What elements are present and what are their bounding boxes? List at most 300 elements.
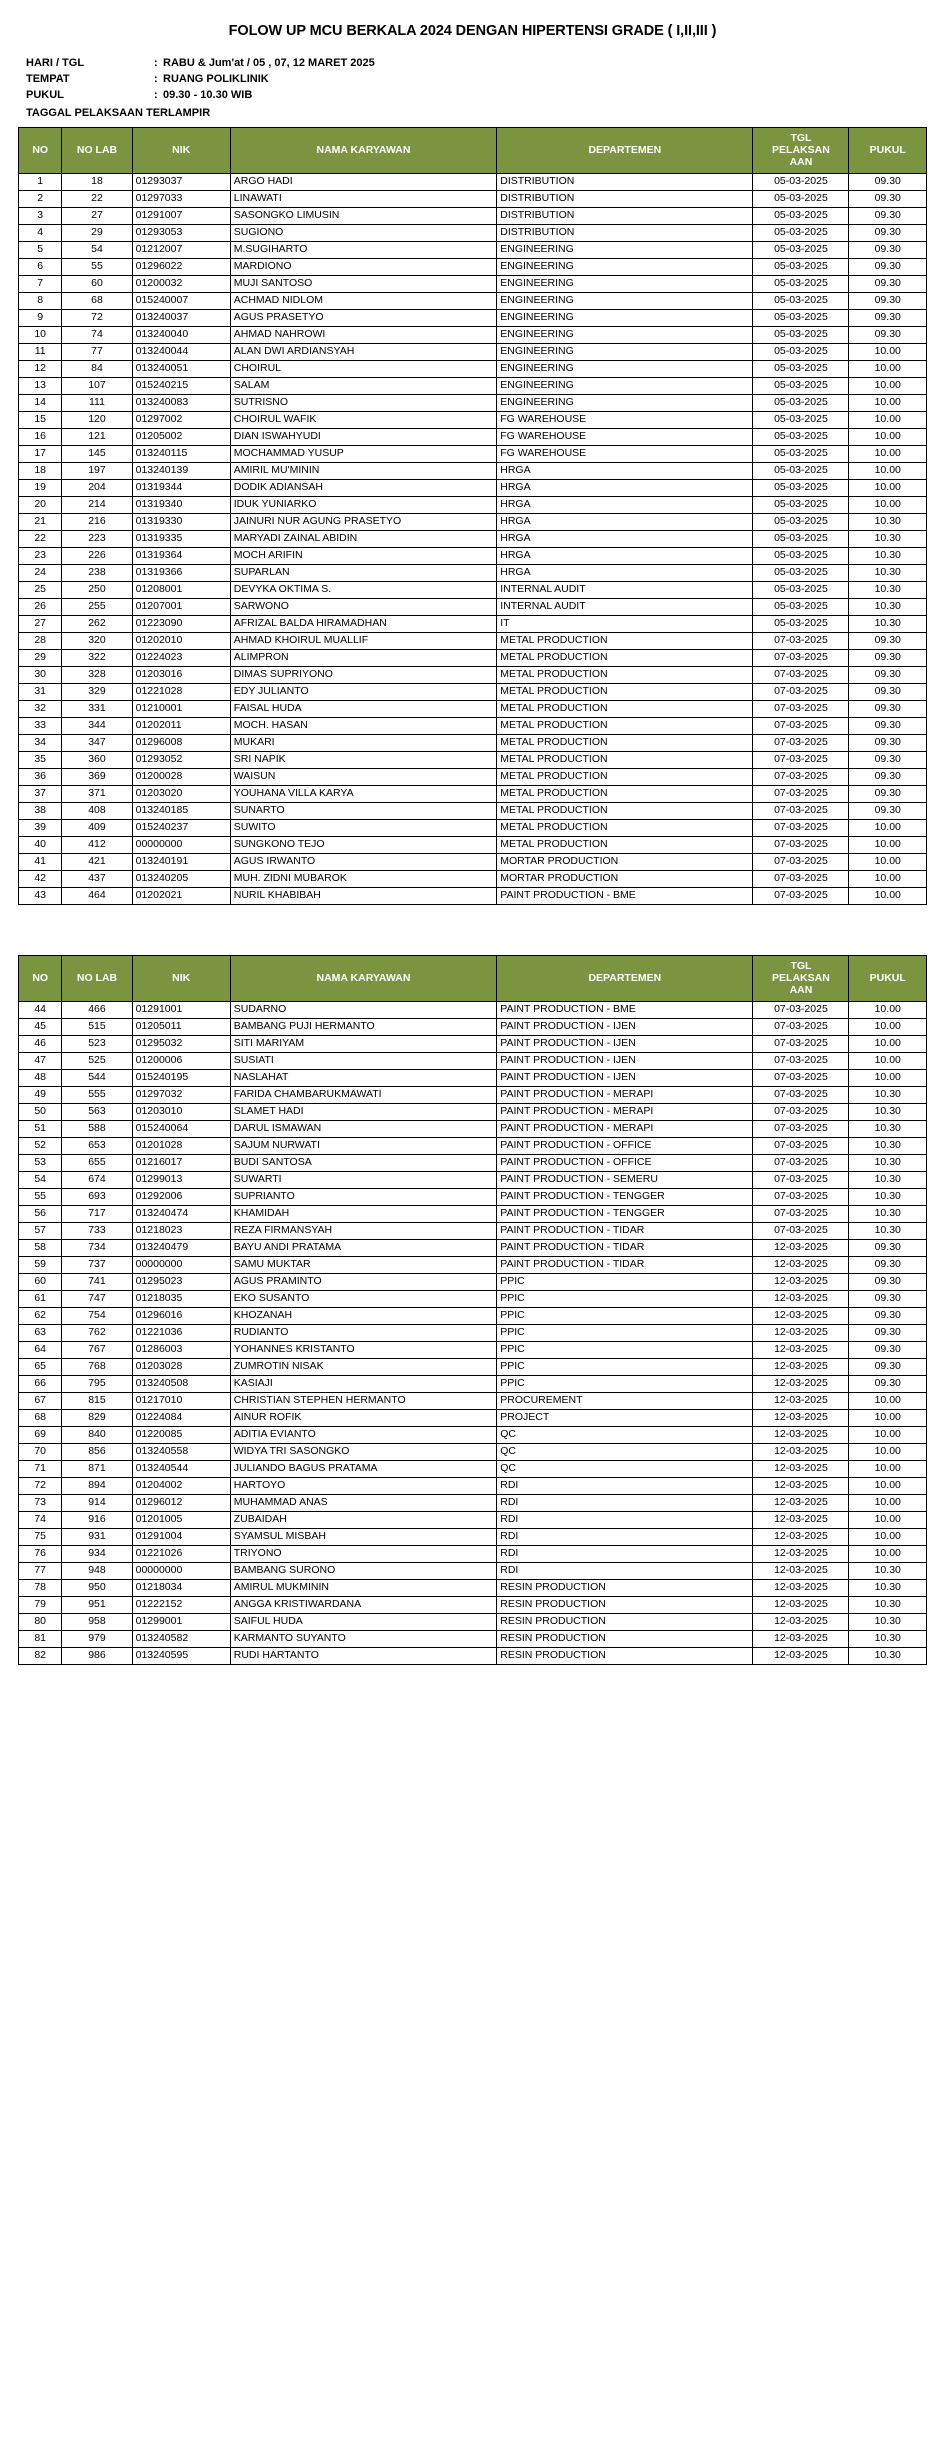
table-body-1 <box>19 173 927 904</box>
cell-pukul: 09.30 <box>849 224 927 241</box>
cell-no-lab: 958 <box>62 1613 132 1630</box>
cell-nik: 01203020 <box>132 785 230 802</box>
cell-no-lab: 121 <box>62 428 132 445</box>
cell-departemen: RDI <box>497 1477 753 1494</box>
cell-no-lab: 762 <box>62 1324 132 1341</box>
cell-tgl-pelaksanaan: 07-03-2025 <box>753 632 849 649</box>
table-row <box>19 1613 927 1630</box>
cell-no-lab: 238 <box>62 564 132 581</box>
cell-nama-karyawan: ACHMAD NIDLOM <box>230 292 497 309</box>
cell-tgl-pelaksanaan: 12-03-2025 <box>753 1647 849 1664</box>
table-row <box>19 343 927 360</box>
document-meta <box>26 56 927 103</box>
cell-pukul: 10.30 <box>849 1120 927 1137</box>
cell-no-lab: 344 <box>62 717 132 734</box>
table-row <box>19 1018 927 1035</box>
table-row <box>19 632 927 649</box>
column-header-tgl-pelaksanaan <box>753 127 849 173</box>
table-row <box>19 1392 927 1409</box>
cell-tgl-pelaksanaan: 07-03-2025 <box>753 768 849 785</box>
cell-nama-karyawan: KASIAJI <box>230 1375 497 1392</box>
cell-no: 61 <box>19 1290 62 1307</box>
cell-nik: 01295032 <box>132 1035 230 1052</box>
cell-no-lab: 145 <box>62 445 132 462</box>
table-row <box>19 496 927 513</box>
cell-departemen: METAL PRODUCTION <box>497 819 753 836</box>
cell-pukul: 10.30 <box>849 1613 927 1630</box>
cell-pukul: 09.30 <box>849 309 927 326</box>
cell-no-lab: 408 <box>62 802 132 819</box>
table-row <box>19 853 927 870</box>
cell-nik: 01201028 <box>132 1137 230 1154</box>
cell-departemen: RDI <box>497 1494 753 1511</box>
table-header-1 <box>19 127 927 173</box>
cell-nik: 01299001 <box>132 1613 230 1630</box>
cell-departemen: QC <box>497 1426 753 1443</box>
cell-nama-karyawan: AINUR ROFIK <box>230 1409 497 1426</box>
cell-departemen: HRGA <box>497 564 753 581</box>
table-row <box>19 207 927 224</box>
cell-tgl-pelaksanaan: 12-03-2025 <box>753 1239 849 1256</box>
cell-no-lab: 737 <box>62 1256 132 1273</box>
cell-tgl-pelaksanaan: 05-03-2025 <box>753 292 849 309</box>
column-header-departemen: DEPARTEMEN <box>497 955 753 1001</box>
cell-no: 59 <box>19 1256 62 1273</box>
cell-departemen: RESIN PRODUCTION <box>497 1579 753 1596</box>
cell-no: 34 <box>19 734 62 751</box>
cell-nama-karyawan: SALAM <box>230 377 497 394</box>
attendance-table-part-2-block <box>18 955 927 1665</box>
cell-departemen: HRGA <box>497 462 753 479</box>
cell-no: 48 <box>19 1069 62 1086</box>
cell-no: 37 <box>19 785 62 802</box>
cell-no-lab: 320 <box>62 632 132 649</box>
cell-nik: 013240544 <box>132 1460 230 1477</box>
table-row <box>19 258 927 275</box>
cell-tgl-pelaksanaan: 12-03-2025 <box>753 1443 849 1460</box>
table-row <box>19 1562 927 1579</box>
cell-departemen: PROJECT <box>497 1409 753 1426</box>
cell-pukul: 10.30 <box>849 1137 927 1154</box>
table-row <box>19 1341 927 1358</box>
cell-pukul: 09.30 <box>849 649 927 666</box>
cell-no-lab: 437 <box>62 870 132 887</box>
table-row <box>19 428 927 445</box>
meta-row-tempat <box>26 72 927 88</box>
table-row <box>19 1375 927 1392</box>
cell-nama-karyawan: SARWONO <box>230 598 497 615</box>
table-row <box>19 768 927 785</box>
cell-departemen: METAL PRODUCTION <box>497 768 753 785</box>
cell-no: 58 <box>19 1239 62 1256</box>
cell-pukul: 09.30 <box>849 292 927 309</box>
cell-tgl-pelaksanaan: 12-03-2025 <box>753 1307 849 1324</box>
cell-departemen: QC <box>497 1443 753 1460</box>
cell-no: 38 <box>19 802 62 819</box>
cell-no-lab: 734 <box>62 1239 132 1256</box>
table-row <box>19 1579 927 1596</box>
cell-no-lab: 986 <box>62 1647 132 1664</box>
cell-no: 82 <box>19 1647 62 1664</box>
cell-departemen: METAL PRODUCTION <box>497 700 753 717</box>
cell-nik: 013240191 <box>132 853 230 870</box>
cell-no: 2 <box>19 190 62 207</box>
cell-no: 29 <box>19 649 62 666</box>
cell-no: 5 <box>19 241 62 258</box>
cell-tgl-pelaksanaan: 05-03-2025 <box>753 275 849 292</box>
cell-pukul: 09.30 <box>849 190 927 207</box>
cell-no: 56 <box>19 1205 62 1222</box>
cell-tgl-pelaksanaan: 07-03-2025 <box>753 1052 849 1069</box>
cell-nama-karyawan: JULIANDO BAGUS PRATAMA <box>230 1460 497 1477</box>
column-header-tgl-line1: TGL <box>790 960 812 973</box>
cell-no-lab: 464 <box>62 887 132 904</box>
cell-nama-karyawan: SUNGKONO TEJO <box>230 836 497 853</box>
cell-pukul: 10.00 <box>849 853 927 870</box>
cell-nama-karyawan: SUWITO <box>230 819 497 836</box>
cell-pukul: 09.30 <box>849 241 927 258</box>
cell-nama-karyawan: ANGGA KRISTIWARDANA <box>230 1596 497 1613</box>
cell-nik: 013240558 <box>132 1443 230 1460</box>
table-row <box>19 785 927 802</box>
table-row <box>19 1256 927 1273</box>
cell-pukul: 10.00 <box>849 1477 927 1494</box>
cell-nama-karyawan: SRI NAPIK <box>230 751 497 768</box>
cell-nik: 01224023 <box>132 649 230 666</box>
cell-pukul: 10.00 <box>849 360 927 377</box>
cell-no: 30 <box>19 666 62 683</box>
cell-tgl-pelaksanaan: 05-03-2025 <box>753 377 849 394</box>
cell-tgl-pelaksanaan: 12-03-2025 <box>753 1528 849 1545</box>
cell-no-lab: 931 <box>62 1528 132 1545</box>
cell-no-lab: 329 <box>62 683 132 700</box>
cell-no: 36 <box>19 768 62 785</box>
cell-nama-karyawan: DEVYKA OKTIMA S. <box>230 581 497 598</box>
cell-pukul: 10.30 <box>849 598 927 615</box>
cell-tgl-pelaksanaan: 05-03-2025 <box>753 530 849 547</box>
cell-nama-karyawan: SUSIATI <box>230 1052 497 1069</box>
cell-departemen: PAINT PRODUCTION - BME <box>497 1001 753 1018</box>
cell-nama-karyawan: SUPRIANTO <box>230 1188 497 1205</box>
cell-tgl-pelaksanaan: 05-03-2025 <box>753 326 849 343</box>
cell-nik: 013240040 <box>132 326 230 343</box>
cell-pukul: 09.30 <box>849 1239 927 1256</box>
cell-nik: 01293052 <box>132 751 230 768</box>
cell-nik: 01296008 <box>132 734 230 751</box>
cell-no-lab: 767 <box>62 1341 132 1358</box>
cell-nama-karyawan: SITI MARIYAM <box>230 1035 497 1052</box>
cell-nik: 013240582 <box>132 1630 230 1647</box>
cell-nama-karyawan: SUWARTI <box>230 1171 497 1188</box>
cell-pukul: 09.30 <box>849 1324 927 1341</box>
cell-nama-karyawan: RUDIANTO <box>230 1324 497 1341</box>
table-row <box>19 1443 927 1460</box>
cell-no-lab: 829 <box>62 1409 132 1426</box>
cell-departemen: PPIC <box>497 1273 753 1290</box>
cell-no: 28 <box>19 632 62 649</box>
cell-no-lab: 226 <box>62 547 132 564</box>
cell-pukul: 10.00 <box>849 1443 927 1460</box>
table-row <box>19 1358 927 1375</box>
cell-no: 75 <box>19 1528 62 1545</box>
cell-pukul: 09.30 <box>849 700 927 717</box>
cell-pukul: 10.30 <box>849 513 927 530</box>
cell-departemen: ENGINEERING <box>497 360 753 377</box>
cell-no-lab: 55 <box>62 258 132 275</box>
table-row <box>19 1001 927 1018</box>
table-row <box>19 683 927 700</box>
cell-no-lab: 216 <box>62 513 132 530</box>
cell-no-lab: 409 <box>62 819 132 836</box>
cell-tgl-pelaksanaan: 05-03-2025 <box>753 581 849 598</box>
cell-nik: 01297032 <box>132 1086 230 1103</box>
cell-no-lab: 674 <box>62 1171 132 1188</box>
meta-separator: : <box>154 73 158 85</box>
column-header-departemen: DEPARTEMEN <box>497 127 753 173</box>
cell-pukul: 09.30 <box>849 666 927 683</box>
cell-no-lab: 733 <box>62 1222 132 1239</box>
cell-departemen: ENGINEERING <box>497 241 753 258</box>
table-row <box>19 394 927 411</box>
cell-pukul: 09.30 <box>849 173 927 190</box>
table-row <box>19 751 927 768</box>
table-header-2 <box>19 955 927 1001</box>
cell-nama-karyawan: FARIDA CHAMBARUKMAWATI <box>230 1086 497 1103</box>
cell-no-lab: 747 <box>62 1290 132 1307</box>
cell-nik: 01200032 <box>132 275 230 292</box>
cell-pukul: 09.30 <box>849 632 927 649</box>
cell-tgl-pelaksanaan: 07-03-2025 <box>753 700 849 717</box>
cell-nama-karyawan: AMIRUL MUKMININ <box>230 1579 497 1596</box>
cell-nik: 01208001 <box>132 581 230 598</box>
table-row <box>19 1154 927 1171</box>
cell-no: 33 <box>19 717 62 734</box>
cell-tgl-pelaksanaan: 07-03-2025 <box>753 1086 849 1103</box>
cell-no-lab: 948 <box>62 1562 132 1579</box>
cell-no-lab: 18 <box>62 173 132 190</box>
cell-departemen: MORTAR PRODUCTION <box>497 870 753 887</box>
table-row <box>19 1103 927 1120</box>
cell-nik: 01319364 <box>132 547 230 564</box>
cell-no: 51 <box>19 1120 62 1137</box>
cell-pukul: 09.30 <box>849 326 927 343</box>
cell-nik: 01224084 <box>132 1409 230 1426</box>
cell-no-lab: 77 <box>62 343 132 360</box>
cell-tgl-pelaksanaan: 12-03-2025 <box>753 1409 849 1426</box>
page-title: FOLOW UP MCU BERKALA 2024 DENGAN HIPERTENSI GRADE ( I,II,III ) <box>228 23 717 39</box>
cell-departemen: METAL PRODUCTION <box>497 751 753 768</box>
cell-nama-karyawan: SUPARLAN <box>230 564 497 581</box>
cell-no: 46 <box>19 1035 62 1052</box>
column-header-pukul: PUKUL <box>849 955 927 1001</box>
cell-tgl-pelaksanaan: 12-03-2025 <box>753 1273 849 1290</box>
cell-nama-karyawan: ZUMROTIN NISAK <box>230 1358 497 1375</box>
column-header-nama-karyawan: NAMA KARYAWAN <box>230 127 497 173</box>
table-row <box>19 1120 927 1137</box>
cell-nik: 015240237 <box>132 819 230 836</box>
table-row <box>19 309 927 326</box>
cell-nik: 013240595 <box>132 1647 230 1664</box>
cell-nama-karyawan: WAISUN <box>230 768 497 785</box>
cell-pukul: 10.30 <box>849 564 927 581</box>
cell-no-lab: 322 <box>62 649 132 666</box>
table-row <box>19 190 927 207</box>
cell-nik: 01217010 <box>132 1392 230 1409</box>
cell-no: 3 <box>19 207 62 224</box>
cell-nama-karyawan: SLAMET HADI <box>230 1103 497 1120</box>
cell-nik: 01296016 <box>132 1307 230 1324</box>
cell-nama-karyawan: AHMAD NAHROWI <box>230 326 497 343</box>
cell-tgl-pelaksanaan: 12-03-2025 <box>753 1460 849 1477</box>
cell-tgl-pelaksanaan: 07-03-2025 <box>753 1188 849 1205</box>
cell-no-lab: 693 <box>62 1188 132 1205</box>
cell-nik: 01202011 <box>132 717 230 734</box>
cell-nama-karyawan: YOHANNES KRISTANTO <box>230 1341 497 1358</box>
cell-departemen: DISTRIBUTION <box>497 173 753 190</box>
cell-departemen: PPIC <box>497 1290 753 1307</box>
table-row <box>19 1494 927 1511</box>
cell-pukul: 10.30 <box>849 1222 927 1239</box>
cell-nik: 01286003 <box>132 1341 230 1358</box>
cell-pukul: 10.30 <box>849 1171 927 1188</box>
table-row <box>19 1171 927 1188</box>
cell-nik: 013240083 <box>132 394 230 411</box>
cell-departemen: METAL PRODUCTION <box>497 649 753 666</box>
cell-nik: 01201005 <box>132 1511 230 1528</box>
cell-tgl-pelaksanaan: 07-03-2025 <box>753 785 849 802</box>
cell-pukul: 09.30 <box>849 1256 927 1273</box>
cell-no: 14 <box>19 394 62 411</box>
cell-pukul: 10.00 <box>849 1511 927 1528</box>
cell-nama-karyawan: AGUS PRASETYO <box>230 309 497 326</box>
meta-separator: : <box>154 88 158 101</box>
table-row <box>19 547 927 564</box>
cell-nik: 013240185 <box>132 802 230 819</box>
cell-no: 47 <box>19 1052 62 1069</box>
cell-departemen: ENGINEERING <box>497 275 753 292</box>
cell-tgl-pelaksanaan: 07-03-2025 <box>753 1137 849 1154</box>
table-row <box>19 734 927 751</box>
table-row <box>19 717 927 734</box>
cell-pukul: 10.00 <box>849 836 927 853</box>
cell-nik: 015240007 <box>132 292 230 309</box>
cell-nik: 013240205 <box>132 870 230 887</box>
cell-pukul: 10.30 <box>849 1103 927 1120</box>
cell-pukul: 10.00 <box>849 870 927 887</box>
cell-no-lab: 68 <box>62 292 132 309</box>
cell-pukul: 10.00 <box>849 343 927 360</box>
cell-no: 55 <box>19 1188 62 1205</box>
cell-tgl-pelaksanaan: 07-03-2025 <box>753 649 849 666</box>
table-row <box>19 530 927 547</box>
cell-tgl-pelaksanaan: 12-03-2025 <box>753 1375 849 1392</box>
cell-tgl-pelaksanaan: 07-03-2025 <box>753 751 849 768</box>
cell-pukul: 09.30 <box>849 717 927 734</box>
cell-no: 27 <box>19 615 62 632</box>
cell-nik: 01293037 <box>132 173 230 190</box>
cell-pukul: 10.00 <box>849 394 927 411</box>
cell-pukul: 09.30 <box>849 275 927 292</box>
cell-nik: 01200028 <box>132 768 230 785</box>
cell-no: 53 <box>19 1154 62 1171</box>
cell-tgl-pelaksanaan: 05-03-2025 <box>753 190 849 207</box>
cell-departemen: DISTRIBUTION <box>497 207 753 224</box>
cell-no-lab: 72 <box>62 309 132 326</box>
cell-nik: 01319340 <box>132 496 230 513</box>
meta-value-pukul: 09.30 - 10.30 WIB <box>163 88 253 101</box>
table-row <box>19 1324 927 1341</box>
cell-no-lab: 950 <box>62 1579 132 1596</box>
cell-no: 22 <box>19 530 62 547</box>
cell-nik: 01292006 <box>132 1188 230 1205</box>
cell-pukul: 10.30 <box>849 1086 927 1103</box>
cell-pukul: 10.30 <box>849 1596 927 1613</box>
cell-departemen: METAL PRODUCTION <box>497 802 753 819</box>
cell-tgl-pelaksanaan: 05-03-2025 <box>753 462 849 479</box>
table-row <box>19 870 927 887</box>
table-row <box>19 1460 927 1477</box>
cell-no-lab: 54 <box>62 241 132 258</box>
cell-no: 76 <box>19 1545 62 1562</box>
cell-departemen: ENGINEERING <box>497 394 753 411</box>
table-row <box>19 819 927 836</box>
cell-pukul: 10.00 <box>849 479 927 496</box>
cell-nama-karyawan: MOCH. HASAN <box>230 717 497 734</box>
cell-nik: 00000000 <box>132 836 230 853</box>
cell-departemen: INTERNAL AUDIT <box>497 598 753 615</box>
cell-no-lab: 223 <box>62 530 132 547</box>
table-spacer <box>18 905 927 950</box>
cell-departemen: PAINT PRODUCTION - MERAPI <box>497 1103 753 1120</box>
cell-departemen: ENGINEERING <box>497 326 753 343</box>
cell-nik: 01202021 <box>132 887 230 904</box>
cell-nama-karyawan: EKO SUSANTO <box>230 1290 497 1307</box>
cell-nama-karyawan: JAINURI NUR AGUNG PRASETYO <box>230 513 497 530</box>
table-row <box>19 649 927 666</box>
cell-tgl-pelaksanaan: 07-03-2025 <box>753 734 849 751</box>
cell-no: 20 <box>19 496 62 513</box>
cell-pukul: 09.30 <box>849 1273 927 1290</box>
cell-tgl-pelaksanaan: 05-03-2025 <box>753 479 849 496</box>
cell-no-lab: 466 <box>62 1001 132 1018</box>
table-row <box>19 1205 927 1222</box>
cell-no-lab: 60 <box>62 275 132 292</box>
table-row <box>19 1035 927 1052</box>
cell-no-lab: 588 <box>62 1120 132 1137</box>
table-row <box>19 513 927 530</box>
meta-label-hari-tgl: HARI / TGL <box>26 57 85 70</box>
table-row <box>19 1239 927 1256</box>
cell-nama-karyawan: M.SUGIHARTO <box>230 241 497 258</box>
table-row <box>19 173 927 190</box>
column-header-tgl-line3: AAN <box>789 156 813 169</box>
cell-pukul: 09.30 <box>849 1375 927 1392</box>
table-row <box>19 1137 927 1154</box>
cell-no-lab: 894 <box>62 1477 132 1494</box>
cell-nik: 01223090 <box>132 615 230 632</box>
cell-pukul: 10.00 <box>849 411 927 428</box>
cell-tgl-pelaksanaan: 05-03-2025 <box>753 309 849 326</box>
cell-no-lab: 754 <box>62 1307 132 1324</box>
cell-nik: 013240479 <box>132 1239 230 1256</box>
cell-tgl-pelaksanaan: 07-03-2025 <box>753 836 849 853</box>
cell-tgl-pelaksanaan: 07-03-2025 <box>753 717 849 734</box>
cell-pukul: 10.30 <box>849 1188 927 1205</box>
meta-value-tempat: RUANG POLIKLINIK <box>163 73 269 85</box>
cell-departemen: ENGINEERING <box>497 377 753 394</box>
cell-tgl-pelaksanaan: 12-03-2025 <box>753 1613 849 1630</box>
cell-pukul: 10.00 <box>849 1494 927 1511</box>
